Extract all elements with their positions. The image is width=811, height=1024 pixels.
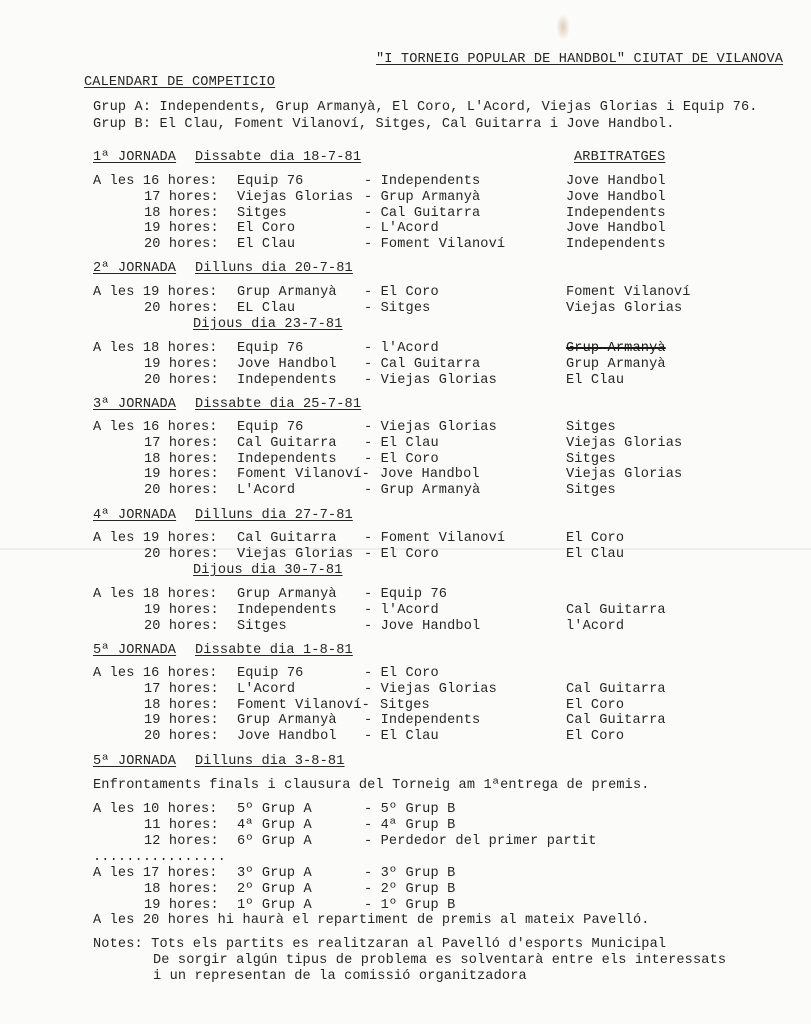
match-row-referee: Cal Guitarra [566,602,666,618]
match-row-away-team: - Independents [364,174,481,189]
match-row-home-team: El Coro [237,221,296,237]
match-row-referee: El Coro [566,697,625,713]
match-row-time: 19 hores: [144,602,219,618]
final-row-home: 3º Grup A [237,866,312,881]
match-row-referee: Sitges [566,483,616,499]
match-row-time: 19 hores: [144,467,219,483]
paper-stain [556,14,570,40]
match-row-referee: Viejas Glorias [566,300,683,316]
final-row-time: A les 17 hores: [93,866,218,881]
match-row-away-team: - Jove Handbol [364,618,481,634]
match-row-referee: Foment Vilanoví [566,285,691,300]
match-row-home-team: Equip 76 [237,341,304,356]
match-row-away-team: - Viejas Glorias [364,372,497,388]
match-row-away-team: - Foment Vilanoví [364,531,506,546]
match-row-time: 20 hores: [144,300,219,316]
final-row-away: - 4ª Grup B [364,817,456,833]
match-row-referee: Viejas Glorias [566,435,683,451]
final-row-away: - 3º Grup B [364,866,456,881]
match-row-away-team: Sitges [380,697,430,713]
match-row-time: 20 hores: [144,483,219,499]
match-row-time: A les 19 hores: [93,531,218,546]
match-row-home-team: Equip 76 [237,420,304,435]
match-row-referee: Sitges [566,451,616,467]
match-row-away-team: - Viejas Glorias [364,420,497,435]
match-row-referee: El Clau [566,372,625,388]
jornada-date: Dissabte dia 18-7-81 [195,150,362,165]
match-row-away-team: - El Coro [364,546,439,562]
match-row-time: 17 hores: [144,435,219,451]
match-row-referee: Grup Armanyà [566,341,666,356]
match-row-time: 19 hores: [144,356,219,372]
match-row-referee: El Clau [566,546,625,562]
match-row-home-team: Grup Armanyà [237,285,337,300]
match-row-time: 19 hores: [144,221,219,237]
match-row-away-team: - l'Acord [364,341,439,356]
arbitratges-label: ARBITRATGES [574,150,666,165]
match-row-referee: Jove Handbol [566,221,666,237]
jornada-date: Dilluns dia 20-7-81 [195,261,353,276]
match-row-referee: Sitges [566,420,616,435]
match-row-time: A les 16 hores: [93,420,218,435]
jornada-label: 3ª JORNADA [93,397,177,412]
match-row-time: A les 18 hores: [93,587,218,602]
match-row-referee: Cal Guitarra [566,713,666,729]
match-row-time: 17 hores: [144,681,219,697]
match-row-home-team: Viejas Glorias [237,189,354,205]
match-row-home-team: Cal Guitarra [237,435,337,451]
match-row-away-team: - Grup Armanyà [364,189,481,205]
match-row-away-team: - El Coro [364,666,439,681]
final-row-away: - Perdedor del primer partit [364,833,597,849]
match-row-time: 19 hores: [144,713,219,729]
match-row-away-team: - El Coro [364,285,439,300]
match-row-home-team: Equip 76 [237,666,304,681]
final-row-home: 5º Grup A [237,802,312,817]
jornada-label: 4ª JORNADA [93,508,177,523]
match-row-away-team: - Equip 76 [364,587,448,602]
match-row-home-team: Sitges [237,618,287,634]
match-row-home-team: Grup Armanyà [237,587,337,602]
match-row-away-team: - Grup Armanyà [364,483,481,499]
final-row-time: 19 hores: [144,897,219,913]
final-row-home: 6º Grup A [237,833,312,849]
match-row-home-team: L'Acord [237,483,296,499]
award-line: A les 20 hores hi haurà el repartiment de premis al mateix Pavelló. [93,913,650,928]
notes-line: Notes: Tots els partits es realitzaran al Pavelló d'esports Municipal [93,937,667,952]
match-row-away-team: - Cal Guitarra [364,205,481,221]
match-row-away-team: - L'Acord [364,221,439,237]
final-row-away: - 5º Grup B [364,802,456,817]
notes-line: De sorgir algún tipus de problema es solventarà entre els interessats [153,953,727,968]
match-row-home-team: Cal Guitarra [237,531,337,546]
match-row-time: A les 16 hores: [93,666,218,681]
jornada-label: 5ª JORNADA [93,643,177,658]
match-row-home-team: Equip 76 [237,174,304,189]
match-row-referee: El Coro [566,531,625,546]
match-row-time: 20 hores: [144,372,219,388]
match-row-home-team: L'Acord [237,681,296,697]
match-row-home-team: Independents [237,602,337,618]
match-row-home-team: EL Clau [237,300,296,316]
match-row-away-team: - Cal Guitarra [364,356,481,372]
final-row-time: 18 hores: [144,881,219,897]
final-row-home: 2º Grup A [237,881,312,897]
match-row-time: 18 hores: [144,697,219,713]
match-row-referee: Cal Guitarra [566,681,666,697]
match-row-time: 18 hores: [144,451,219,467]
document-title: "I TORNEIG POPULAR DE HANDBOL" CIUTAT DE VILANOVA [376,52,784,67]
jornada-subdate: Dijous dia 30-7-81 [193,563,343,578]
final-row-away: - 1º Grup B [364,897,456,913]
match-row-referee: Jove Handbol [566,189,666,205]
match-row-time: A les 19 hores: [93,285,218,300]
match-row-away-team: - Independents [364,713,481,729]
match-row-referee: Viejas Glorias [566,467,683,483]
match-row-away-team: - l'Acord [364,602,439,618]
match-row-home-team: Independents [237,372,337,388]
match-row-referee: El Coro [566,729,625,745]
match-row-home-team: Independents [237,451,337,467]
match-row-away-team: - El Coro [364,451,439,467]
jornada-date: Dilluns dia 27-7-81 [195,508,353,523]
match-row-home-team: El Clau [237,237,296,253]
match-row-home-team: Jove Handbol [237,729,337,745]
section-heading: CALENDARI DE COMPETICIO [84,75,276,90]
match-row-away-team: - Sitges [364,300,431,316]
match-row-away-team: - El Clau [364,435,439,451]
final-row-home: 1º Grup A [237,897,312,913]
jornada-subdate: Dijous dia 23-7-81 [193,317,343,332]
final-row-time: 11 hores: [144,817,219,833]
match-row-time: A les 18 hores: [93,341,218,356]
jornada-label: 2ª JORNADA [93,261,177,276]
finals-jornada-label: 5ª JORNADA [93,754,177,769]
match-row-time: 20 hores: [144,729,219,745]
match-row-home-team: Foment Vilanoví- [237,467,370,483]
final-row-time: 12 hores: [144,833,219,849]
match-row-away-team: - Viejas Glorias [364,681,497,697]
jornada-label: 1ª JORNADA [93,150,177,165]
match-row-referee: Independents [566,237,666,253]
match-row-away-team: Jove Handbol [380,467,480,483]
dotted-separator: ................ [93,850,226,865]
final-row-home: 4ª Grup A [237,817,312,833]
match-row-home-team: Sitges [237,205,287,221]
group-b-line: Grup B: El Clau, Foment Vilanoví, Sitges, Cal Guitarra i Jove Handbol. [93,117,675,132]
match-row-time: A les 16 hores: [93,174,218,189]
match-row-home-team: Grup Armanyà [237,713,337,729]
match-row-time: 20 hores: [144,237,219,253]
match-row-time: 20 hores: [144,618,219,634]
match-row-time: 20 hores: [144,546,219,562]
finals-intro: Enfrontaments finals i clausura del Torneig am 1ªentrega de premis. [93,778,650,793]
match-row-home-team: Viejas Glorias [237,546,354,562]
match-row-referee: Grup Armanyà [566,356,666,372]
match-row-time: 18 hores: [144,205,219,221]
jornada-date: Dissabte dia 25-7-81 [195,397,362,412]
match-row-time: 17 hores: [144,189,219,205]
jornada-date: Dissabte dia 1-8-81 [195,643,353,658]
match-row-home-team: Foment Vilanoví- [237,697,370,713]
final-row-away: - 2º Grup B [364,881,456,897]
match-row-away-team: - El Clau [364,729,439,745]
match-row-away-team: - Foment Vilanoví [364,237,506,253]
notes-line: i un representan de la comissió organitzadora [153,969,527,984]
match-row-referee: Independents [566,205,666,221]
group-a-line: Grup A: Independents, Grup Armanyà, El Coro, L'Acord, Viejas Glorias i Equip 76. [93,100,758,115]
match-row-referee: l'Acord [566,618,625,634]
finals-date: Dilluns dia 3-8-81 [195,754,345,769]
match-row-referee: Jove Handbol [566,174,666,189]
match-row-home-team: Jove Handbol [237,356,337,372]
final-row-time: A les 10 hores: [93,802,218,817]
